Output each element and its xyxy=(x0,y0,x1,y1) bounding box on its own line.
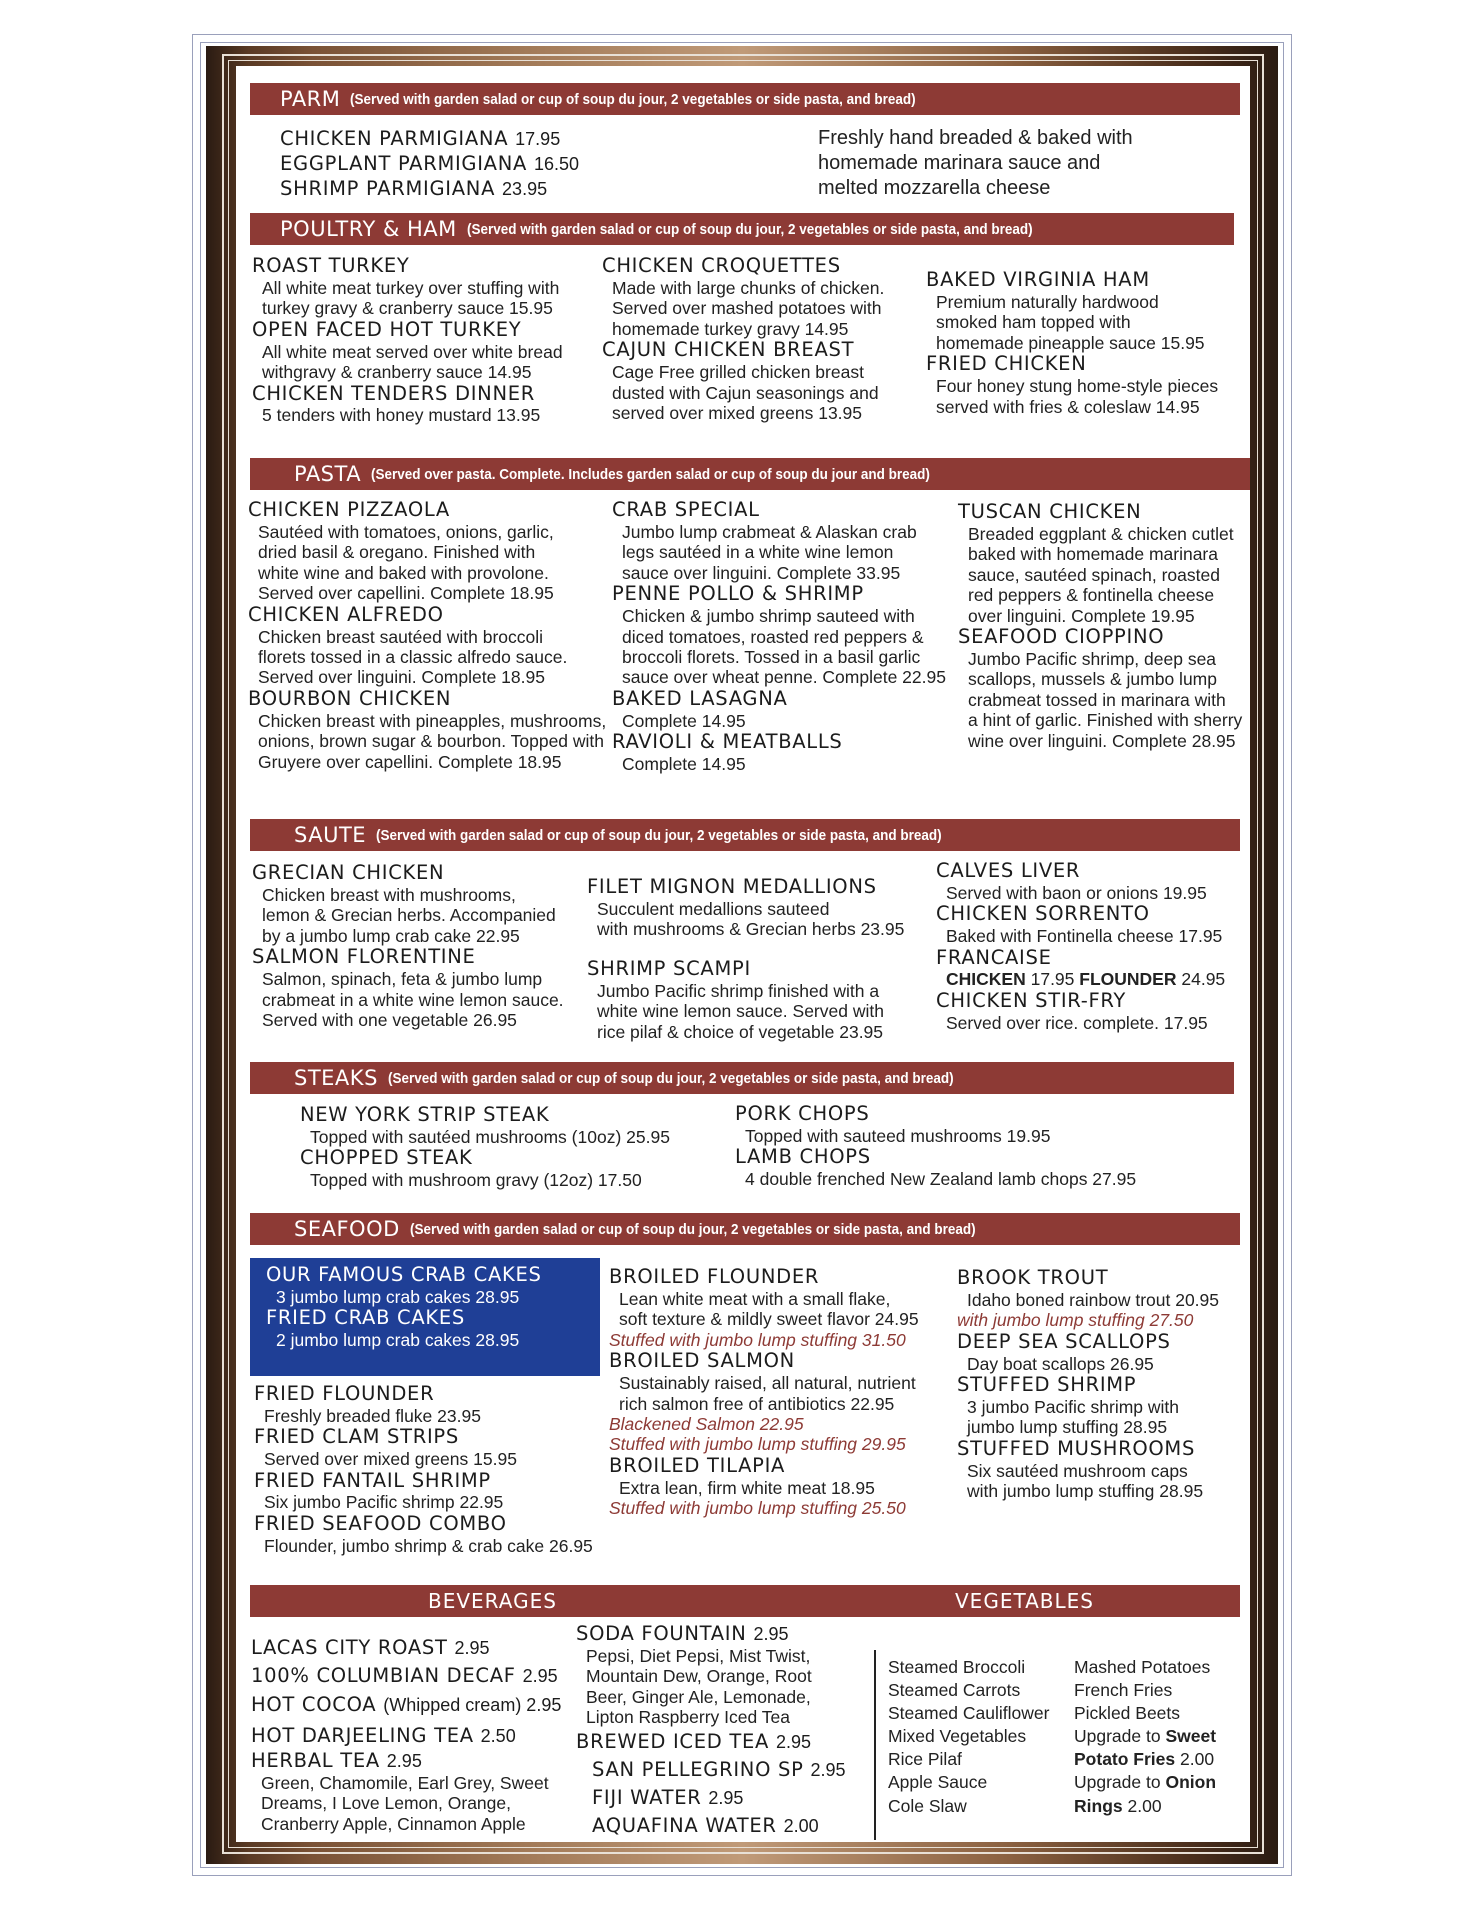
item-name: LAMB CHOPS xyxy=(735,1145,871,1169)
item-name: AQUAFINA WATER 2.00 xyxy=(592,1814,819,1838)
item-stuffed-option: Stuffed with jumbo lump stuffing 29.95 xyxy=(609,1434,906,1455)
saute-col2 xyxy=(587,876,904,940)
item-description: sauce over linguini. Complete 33.95 xyxy=(622,562,901,583)
item-name: BREWED ICED TEA 2.95 xyxy=(576,1729,811,1753)
parm-subtitle: (Served with garden salad or cup of soup du jour, 2 vegetables or side pasta, and bread) xyxy=(350,90,917,108)
item-description: 3 jumbo Pacific shrimp with xyxy=(967,1396,1180,1417)
beverages-title: BEVERAGES xyxy=(428,1589,557,1613)
item-name: 100% COLUMBIAN DECAF 2.95 xyxy=(251,1664,558,1688)
item-description: Cranberry Apple, Cinnamon Apple xyxy=(261,1813,526,1834)
item-name: FRIED CLAM STRIPS xyxy=(254,1425,459,1449)
item-name: STUFFED MUSHROOMS xyxy=(957,1436,1196,1460)
poultry-col2 xyxy=(602,255,884,423)
item-name: FRIED CHICKEN xyxy=(926,352,1087,376)
item-description: Beer, Ginger Ale, Lemonade, xyxy=(586,1686,811,1707)
item-description: Served over mixed greens 15.95 xyxy=(264,1449,517,1470)
poultry-col3 xyxy=(926,269,1218,417)
item-description: soft texture & mildly sweet flavor 24.95 xyxy=(619,1309,919,1330)
steaks-subtitle: (Served with garden salad or cup of soup du jour, 2 vegetables or side pasta, and bread) xyxy=(387,1069,954,1087)
poultry-subtitle: (Served with garden salad or cup of soup du jour, 2 vegetables or side pasta, and bread) xyxy=(466,220,1033,238)
menu-item: EGGPLANT PARMIGIANA 16.50 xyxy=(280,151,580,175)
item-name: SHRIMP SCAMPI xyxy=(587,957,751,980)
item-name: HERBAL TEA 2.95 xyxy=(251,1749,422,1773)
item-description: Topped with sautéed mushrooms (10oz) 25.95 xyxy=(310,1126,670,1147)
item-description: Lean white meat with a small flake, xyxy=(619,1288,891,1309)
steaks-col2 xyxy=(735,1103,1136,1190)
item-name: SODA FOUNTAIN 2.95 xyxy=(576,1622,789,1645)
divider-line xyxy=(874,1650,876,1840)
item-name: BROOK TROUT xyxy=(957,1266,1109,1289)
item-description: crabmeat tossed in marinara with xyxy=(968,689,1226,710)
item-description: Chicken & jumbo shrimp sauteed with xyxy=(622,606,915,627)
pasta-title: PASTA xyxy=(294,462,362,486)
item-description: scallops, mussels & jumbo lump xyxy=(968,669,1217,690)
saute-title: SAUTE xyxy=(294,823,367,847)
item-description: Salmon, spinach, feta & jumbo lump xyxy=(262,969,543,990)
item-name: SAN PELLEGRINO SP 2.95 xyxy=(592,1757,846,1781)
item-description: withgravy & cranberry sauce 14.95 xyxy=(262,362,532,383)
item-description: Mountain Dew, Orange, Root xyxy=(586,1666,812,1687)
item-name: CHICKEN STIR-FRY xyxy=(936,988,1127,1012)
item-description: Four honey stung home-style pieces xyxy=(936,376,1219,397)
item-name: BROILED FLOUNDER xyxy=(609,1265,820,1288)
item-name: BAKED VIRGINIA HAM xyxy=(926,268,1150,291)
item-name: CHICKEN TENDERS DINNER xyxy=(252,381,536,405)
vegetable-item: Potato Fries 2.00 xyxy=(1074,1749,1215,1770)
item-description: 3 jumbo lump crab cakes 28.95 xyxy=(276,1286,520,1307)
seafood-crabcakes xyxy=(266,1264,542,1351)
item-description: Gruyere over capellini. Complete 18.95 xyxy=(258,751,562,772)
seafood-title: SEAFOOD xyxy=(294,1217,400,1241)
item-name: OUR FAMOUS CRAB CAKES xyxy=(266,1263,542,1286)
item-name: SEAFOOD CIOPPINO xyxy=(958,625,1165,649)
item-name: HOT COCOA (Whipped cream) 2.95 xyxy=(251,1692,562,1716)
saute-subtitle: (Served with garden salad or cup of soup du jour, 2 vegetables or side pasta, and bread) xyxy=(376,826,942,844)
item-description: turkey gravy & cranberry sauce 15.95 xyxy=(262,298,553,319)
item-description: wine over linguini. Complete 28.95 xyxy=(968,730,1236,751)
item-description: rich salmon free of antibiotics 22.95 xyxy=(619,1393,895,1414)
item-description: white wine and baked with provolone. xyxy=(258,562,549,583)
item-description: Jumbo Pacific shrimp finished with a xyxy=(597,980,880,1001)
item-name: ROAST TURKEY xyxy=(252,254,410,277)
item-name: CHICKEN PIZZAOLA xyxy=(248,498,450,521)
pasta-col3 xyxy=(958,501,1242,751)
beverages-col2 xyxy=(576,1623,846,1841)
seafood-col1 xyxy=(254,1383,593,1556)
seafood-header xyxy=(250,1213,1240,1245)
item-description: sauce over wheat penne. Complete 22.95 xyxy=(622,667,946,688)
item-name: HOT DARJEELING TEA 2.50 xyxy=(251,1723,516,1747)
vegetable-item: Upgrade to Sweet xyxy=(1074,1726,1217,1747)
vegetable-item: Steamed Carrots xyxy=(888,1680,1021,1701)
pasta-col1 xyxy=(248,499,606,772)
item-description: Cage Free grilled chicken breast xyxy=(612,362,864,383)
menu-item: SHRIMP PARMIGIANA 23.95 xyxy=(280,176,548,200)
item-name: OPEN FACED HOT TURKEY xyxy=(252,317,522,341)
poultry-header xyxy=(250,213,1234,245)
item-stuffed-option: Stuffed with jumbo lump stuffing 25.50 xyxy=(609,1498,906,1519)
item-description: smoked ham topped with xyxy=(936,312,1131,333)
item-description: homemade turkey gravy 14.95 xyxy=(612,318,849,339)
item-description: Sautéed with tomatoes, onions, garlic, xyxy=(258,521,554,542)
item-name: FILET MIGNON MEDALLIONS xyxy=(587,875,877,898)
item-description: Complete 14.95 xyxy=(622,754,746,774)
item-name: CHICKEN SORRENTO xyxy=(936,902,1150,926)
vegetables-col1 xyxy=(888,1656,1049,1818)
item-description: baked with homemade marinara xyxy=(968,544,1218,565)
item-name: SALMON FLORENTINE xyxy=(252,945,476,969)
item-description: red peppers & fontinella cheese xyxy=(968,585,1215,606)
item-description: florets tossed in a classic alfredo sauce. xyxy=(258,646,568,667)
item-description: with jumbo lump stuffing 28.95 xyxy=(967,1481,1204,1502)
item-name: CAJUN CHICKEN BREAST xyxy=(602,338,855,362)
item-name: BOURBON CHICKEN xyxy=(248,686,452,710)
item-description: Served over mashed potatoes with xyxy=(612,298,882,319)
vegetable-item: French Fries xyxy=(1074,1680,1173,1701)
item-description: dusted with Cajun seasonings and xyxy=(612,382,879,403)
item-description: Day boat scallops 26.95 xyxy=(967,1353,1154,1374)
vegetable-item: Steamed Broccoli xyxy=(888,1657,1026,1677)
item-description: Lipton Raspberry Iced Tea xyxy=(586,1707,790,1728)
item-description: Premium naturally hardwood xyxy=(936,291,1159,312)
item-description: jumbo lump stuffing 28.95 xyxy=(967,1417,1168,1438)
item-description: Succulent medallions sauteed xyxy=(597,898,830,919)
item-description: Topped with sauteed mushrooms 19.95 xyxy=(745,1125,1051,1146)
item-name: CALVES LIVER xyxy=(936,859,1081,882)
pasta-col2 xyxy=(612,499,946,774)
item-name: FRIED FANTAIL SHRIMP xyxy=(254,1468,491,1492)
vegetable-item: Upgrade to Onion xyxy=(1074,1772,1217,1793)
poultry-title: POULTRY & HAM xyxy=(280,217,457,241)
item-description: dried basil & oregano. Finished with xyxy=(258,542,536,563)
item-description: All white meat served over white bread xyxy=(262,341,563,362)
item-description: rice pilaf & choice of vegetable 23.95 xyxy=(597,1021,884,1042)
item-description: Jumbo Pacific shrimp, deep sea xyxy=(968,648,1217,669)
item-description: Served over capellini. Complete 18.95 xyxy=(258,583,554,604)
item-description: Flounder, jumbo shrimp & crab cake 26.95 xyxy=(264,1535,593,1556)
item-name: CRAB SPECIAL xyxy=(612,498,760,521)
item-description: Dreams, I Love Lemon, Orange, xyxy=(261,1793,511,1814)
item-stuffed-option: with jumbo lump stuffing 27.50 xyxy=(957,1310,1194,1331)
item-description: Complete 14.95 xyxy=(622,710,746,731)
vegetables-col2 xyxy=(1074,1656,1216,1818)
item-description: Made with large chunks of chicken. xyxy=(612,277,885,298)
item-name: BROILED SALMON xyxy=(609,1349,795,1373)
francaise-options: CHICKEN 17.95 FLOUNDER 24.95 xyxy=(946,969,1226,990)
item-description: Pepsi, Diet Pepsi, Mist Twist, xyxy=(586,1645,811,1666)
item-name: NEW YORK STRIP STEAK xyxy=(300,1103,550,1126)
item-name: FIJI WATER 2.95 xyxy=(592,1786,744,1810)
parm-items xyxy=(280,127,579,202)
item-description: Chicken breast sautéed with broccoli xyxy=(258,626,544,647)
item-description: Served over rice. complete. 17.95 xyxy=(946,1012,1208,1033)
steaks-title: STEAKS xyxy=(294,1066,378,1090)
item-description: Freshly breaded fluke 23.95 xyxy=(264,1405,481,1426)
vegetable-item: Steamed Cauliflower xyxy=(888,1703,1050,1724)
item-description: sauce, sautéed spinach, roasted xyxy=(968,564,1220,585)
item-description: over linguini. Complete 19.95 xyxy=(968,605,1195,626)
parm-title: PARM xyxy=(280,87,341,111)
item-description: 5 tenders with honey mustard 13.95 xyxy=(262,405,541,426)
seafood-subtitle: (Served with garden salad or cup of soup du jour, 2 vegetables or side pasta, and bread) xyxy=(409,1220,976,1238)
item-description: served with fries & coleslaw 14.95 xyxy=(936,396,1200,417)
item-description: 2 jumbo lump crab cakes 28.95 xyxy=(276,1330,520,1351)
item-stuffed-option: Blackened Salmon 22.95 xyxy=(609,1413,804,1434)
item-description: a hint of garlic. Finished with sherry xyxy=(968,710,1243,731)
item-name: FRIED CRAB CAKES xyxy=(266,1306,465,1330)
steaks-header xyxy=(250,1062,1234,1094)
item-description: Six sautéed mushroom caps xyxy=(967,1460,1188,1481)
item-name: GRECIAN CHICKEN xyxy=(252,861,445,884)
parm-description: Freshly hand breaded & baked with homemade marinara sauce and melted mozzarella cheese xyxy=(818,127,1133,199)
vegetable-item: Pickled Beets xyxy=(1074,1703,1181,1724)
item-description: Baked with Fontinella cheese 17.95 xyxy=(946,926,1223,947)
item-description: onions, brown sugar & bourbon. Topped with xyxy=(258,731,605,752)
item-description: Breaded eggplant & chicken cutlet xyxy=(968,523,1234,544)
item-name: FRIED SEAFOOD COMBO xyxy=(254,1511,507,1535)
item-description: Sustainably raised, all natural, nutrient xyxy=(619,1373,916,1394)
menu-item: CHICKEN PARMIGIANA 17.95 xyxy=(280,127,561,150)
item-description: Extra lean, firm white meat 18.95 xyxy=(619,1477,875,1498)
saute-header xyxy=(250,819,1240,851)
item-description: by a jumbo lump crab cake 22.95 xyxy=(262,925,520,946)
saute-col3 xyxy=(936,860,1225,1033)
seafood-col3 xyxy=(957,1267,1219,1502)
item-description: Green, Chamomile, Earl Grey, Sweet xyxy=(261,1772,549,1793)
seafood-col2 xyxy=(609,1266,919,1519)
item-description: Served with one vegetable 26.95 xyxy=(262,1009,517,1030)
pasta-subtitle: (Served over pasta. Complete. Includes garden salad or cup of soup du jour and bread) xyxy=(371,465,930,483)
item-name: FRANCAISE xyxy=(936,945,1052,969)
item-name: BAKED LASAGNA xyxy=(612,686,788,710)
item-name: STUFFED SHRIMP xyxy=(957,1373,1137,1397)
vegetable-item: Mixed Vegetables xyxy=(888,1726,1027,1747)
item-description: broccoli florets. Tossed in a basil garlic xyxy=(622,646,921,667)
item-description: Idaho boned rainbow trout 20.95 xyxy=(967,1289,1219,1310)
item-description: crabmeat in a white wine lemon sauce. xyxy=(262,989,564,1010)
steaks-col1 xyxy=(300,1104,670,1191)
item-name: PORK CHOPS xyxy=(735,1102,870,1125)
poultry-col1 xyxy=(252,255,563,426)
vegetables-title: VEGETABLES xyxy=(955,1589,1094,1613)
item-description: Chicken breast with pineapples, mushrooms, xyxy=(258,710,607,731)
item-description: All white meat turkey over stuffing with xyxy=(262,277,560,298)
item-description: diced tomatoes, roasted red peppers & xyxy=(622,626,924,647)
item-description: legs sautéed in a white wine lemon xyxy=(622,542,894,563)
item-name: TUSCAN CHICKEN xyxy=(958,500,1142,523)
beverages-col1 xyxy=(251,1634,561,1834)
saute-col2b xyxy=(587,958,884,1042)
item-description: 4 double frenched New Zealand lamb chops 27.95 xyxy=(745,1169,1137,1190)
item-name: PENNE POLLO & SHRIMP xyxy=(612,582,864,606)
item-name: LACAS CITY ROAST 2.95 xyxy=(251,1636,490,1659)
item-description: served over mixed greens 13.95 xyxy=(612,402,862,423)
item-name: CHICKEN CROQUETTES xyxy=(602,254,841,277)
vegetable-item: Rice Pilaf xyxy=(888,1749,962,1770)
item-name: BROILED TILAPIA xyxy=(609,1453,786,1477)
item-name: CHICKEN ALFREDO xyxy=(248,602,444,626)
item-name: CHOPPED STEAK xyxy=(300,1146,473,1170)
vegetable-item: Rings 2.00 xyxy=(1074,1795,1162,1816)
item-stuffed-option: Stuffed with jumbo lump stuffing 31.50 xyxy=(609,1329,906,1350)
item-name: RAVIOLI & MEATBALLS xyxy=(612,730,843,754)
item-description: Served over linguini. Complete 18.95 xyxy=(258,667,545,688)
item-description: Served with baon or onions 19.95 xyxy=(946,882,1207,903)
vegetable-item: Apple Sauce xyxy=(888,1772,988,1793)
saute-col1 xyxy=(252,862,564,1030)
pasta-header xyxy=(250,458,1250,490)
parm-header xyxy=(250,83,1240,115)
item-name: DEEP SEA SCALLOPS xyxy=(957,1329,1171,1353)
item-description: with mushrooms & Grecian herbs 23.95 xyxy=(597,919,905,940)
item-description: Six jumbo Pacific shrimp 22.95 xyxy=(264,1492,504,1513)
vegetable-item: Mashed Potatoes xyxy=(1074,1657,1211,1677)
item-description: white wine lemon sauce. Served with xyxy=(597,1001,884,1022)
item-description: lemon & Grecian herbs. Accompanied xyxy=(262,905,556,926)
item-name: FRIED FLOUNDER xyxy=(254,1382,435,1405)
item-description: Topped with mushroom gravy (12oz) 17.50 xyxy=(310,1170,642,1191)
item-description: homemade pineapple sauce 15.95 xyxy=(936,332,1205,353)
vegetable-item: Cole Slaw xyxy=(888,1795,967,1816)
item-description: Chicken breast with mushrooms, xyxy=(262,884,516,905)
item-description: Jumbo lump crabmeat & Alaskan crab xyxy=(622,521,917,542)
